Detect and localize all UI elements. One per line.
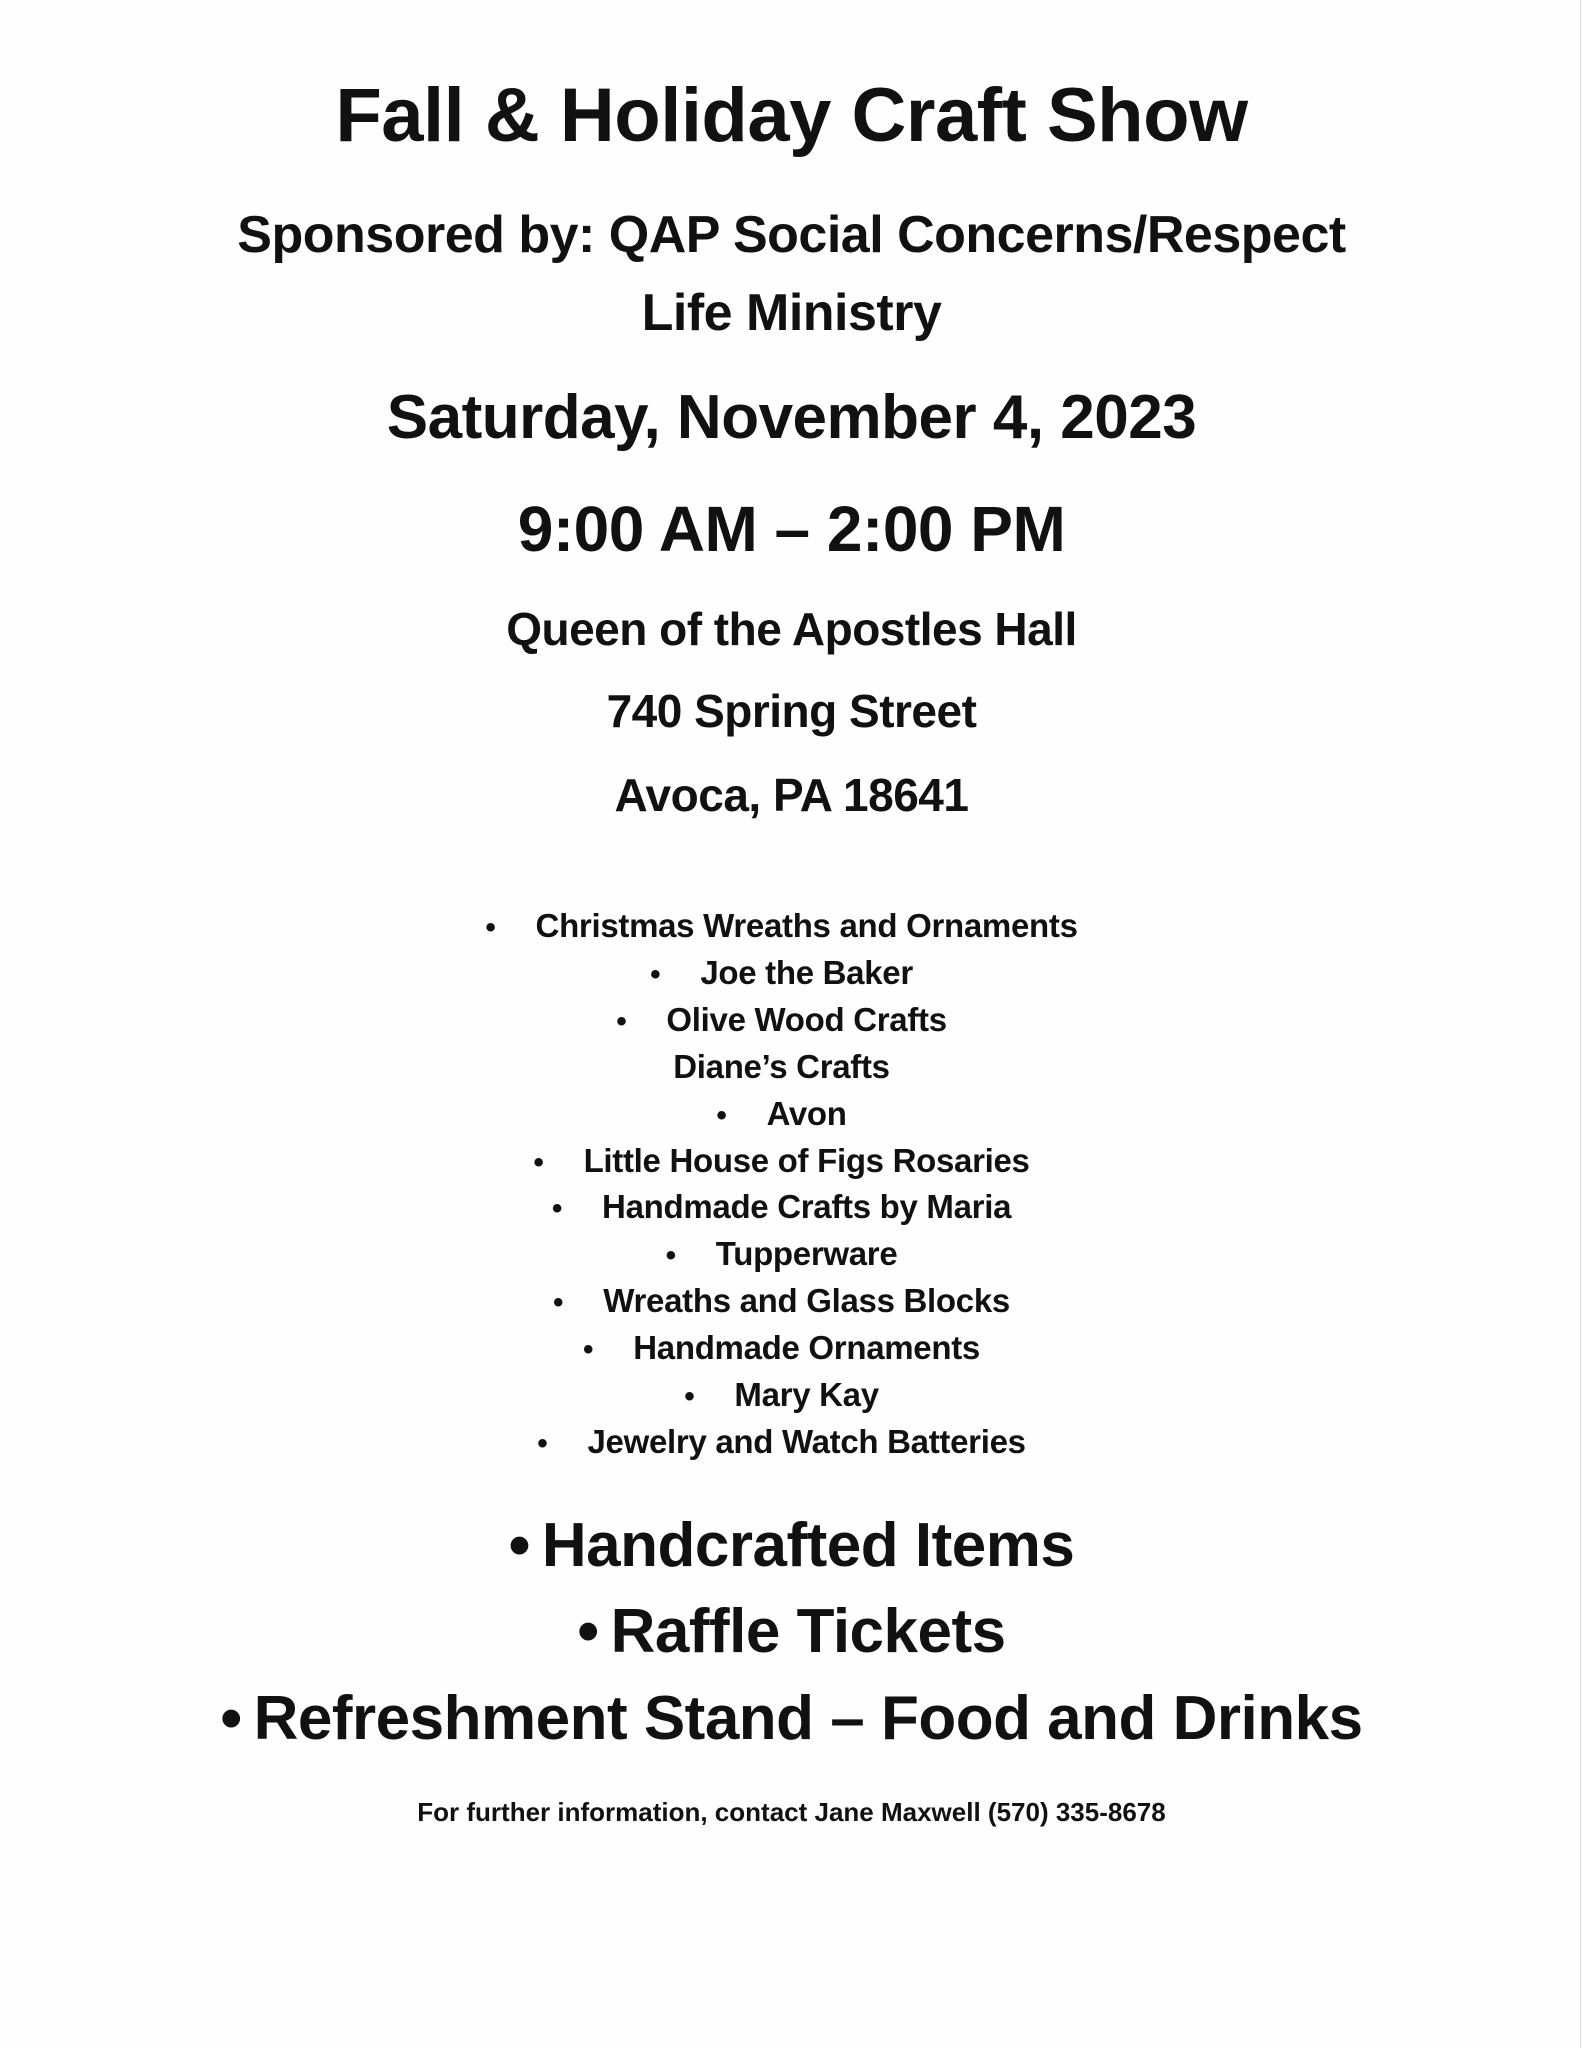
vendor-label: Handmade Crafts by Maria	[602, 1188, 1012, 1225]
sponsor-line-1: Sponsored by: QAP Social Concerns/Respect	[237, 206, 1346, 264]
event-time: 9:00 AM – 2:00 PM	[517, 493, 1066, 565]
vendor-item	[0, 1095, 1573, 1133]
vendor-item	[0, 1423, 1573, 1461]
vendor-label: Handmade Ornaments	[633, 1329, 980, 1366]
vendor-item	[0, 1048, 1573, 1086]
vendor-item	[0, 1235, 1573, 1273]
bullet-icon: •	[551, 1192, 563, 1225]
bullet-icon: •	[616, 1005, 627, 1038]
vendor-label: Mary Kay	[734, 1376, 879, 1413]
vendor-item	[0, 1188, 1573, 1226]
bullet-icon: •	[533, 1146, 544, 1179]
vendor-label: Avon	[766, 1095, 847, 1132]
vendor-label: Little House of Figs Rosaries	[583, 1142, 1030, 1179]
venue-name: Queen of the Apostles Hall	[506, 603, 1077, 655]
bullet-icon: •	[485, 911, 496, 944]
vendor-item	[0, 954, 1573, 992]
bullet-icon: •	[220, 1684, 242, 1753]
vendor-item	[0, 1282, 1573, 1320]
vendor-item	[0, 907, 1573, 945]
bullet-icon: •	[537, 1427, 548, 1460]
bullet-icon: •	[684, 1380, 695, 1413]
vendor-label: Olive Wood Crafts	[666, 1001, 947, 1038]
bullet-icon: •	[553, 1286, 564, 1319]
vendor-item	[0, 1001, 1573, 1039]
flyer-title: Fall & Holiday Craft Show	[335, 73, 1248, 158]
vendor-label: Tupperware	[715, 1235, 898, 1272]
highlight-label: Handcrafted Items	[541, 1511, 1075, 1580]
contact-info: For further information, contact Jane Maxwell (570) 335-8678	[417, 1797, 1166, 1827]
venue-city: Avoca, PA 18641	[614, 769, 969, 821]
highlight-label: Raffle Tickets	[610, 1597, 1006, 1666]
bullet-icon: •	[665, 1239, 676, 1272]
vendor-label: Joe the Baker	[700, 954, 913, 991]
venue-street: 740 Spring Street	[606, 685, 977, 737]
bullet-icon: •	[577, 1597, 599, 1666]
highlight-item	[0, 1683, 1583, 1754]
vendor-item	[0, 1376, 1573, 1414]
vendor-label: Jewelry and Watch Batteries	[587, 1423, 1026, 1460]
bullet-icon: •	[716, 1099, 727, 1132]
sponsor-line-2: Life Ministry	[641, 284, 942, 342]
bullet-icon: •	[583, 1333, 594, 1366]
event-date: Saturday, November 4, 2023	[386, 383, 1197, 452]
vendor-item	[0, 1142, 1573, 1180]
bullet-icon: •	[508, 1511, 530, 1580]
highlight-item	[0, 1596, 1583, 1667]
vendor-label: Diane’s Crafts	[673, 1048, 890, 1085]
highlight-item	[0, 1510, 1583, 1581]
vendor-item	[0, 1329, 1573, 1367]
vendor-label: Wreaths and Glass Blocks	[603, 1282, 1010, 1319]
highlight-label: Refreshment Stand – Food and Drinks	[253, 1684, 1363, 1753]
vendor-label: Christmas Wreaths and Ornaments	[535, 907, 1078, 944]
bullet-icon: •	[650, 958, 661, 991]
